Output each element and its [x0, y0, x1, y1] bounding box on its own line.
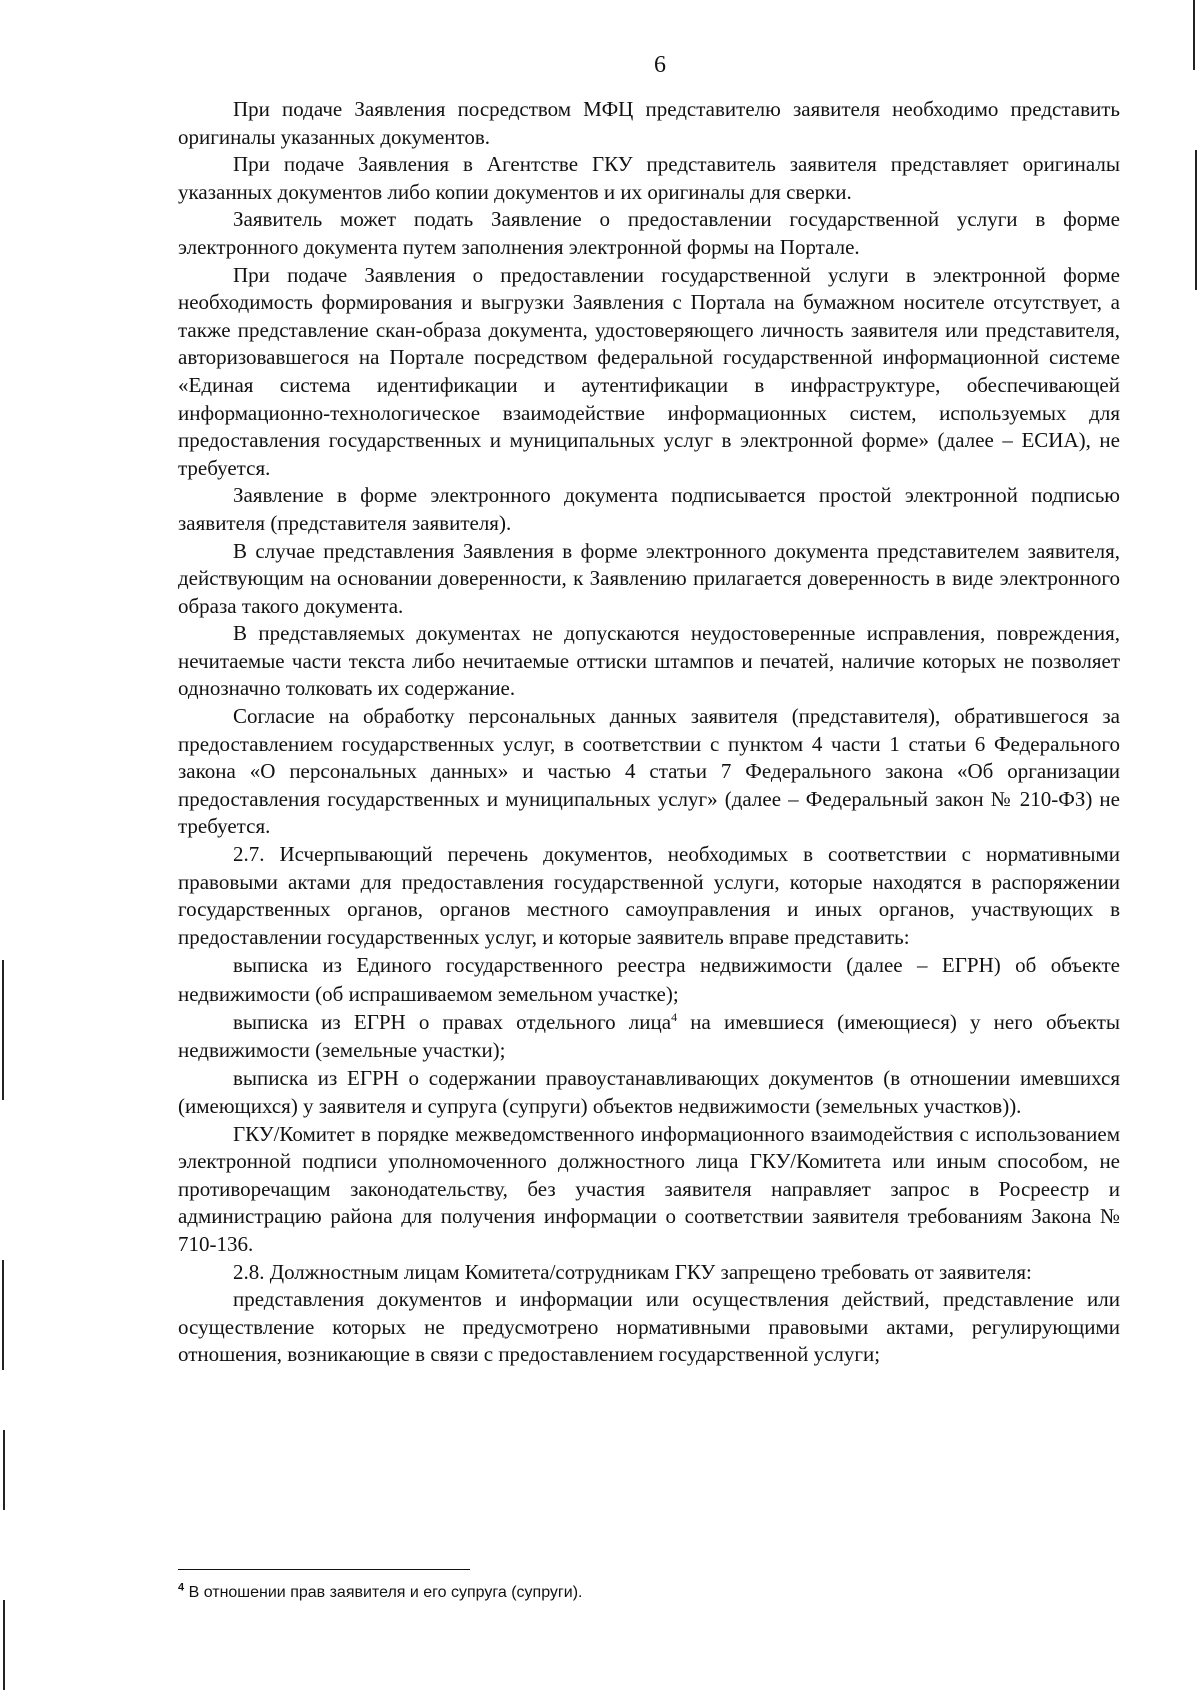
scan-edge-mark-left-4 [3, 1600, 5, 1690]
scan-edge-mark-left-2 [2, 1260, 4, 1370]
list-item-egrn-rights-text: выписка из ЕГРН о правах отдельного лица [233, 1009, 672, 1034]
paragraph-mfc-originals: При подаче Заявления посредством МФЦ представителю заявителя необходимо представить оригиналы указанных документов. [178, 97, 1120, 149]
scan-edge-mark-left-1 [2, 960, 4, 1100]
scan-edge-mark-left-3 [3, 1430, 5, 1510]
paragraph-personal-data-consent: Согласие на обработку персональных данных заявителя (представителя), обратившегося за предоставлением государственных услуг, в соответствии с пунктом 4 части 1 статьи 6 Федерального закона «О персональных данных» и частью 4 статьи 7 Федерального закона «Об организации предоставления государственных и муниципальных услуг» (далее – Федеральный закон № 210-ФЗ) не требуется. [178, 704, 1120, 839]
list-item-egrn-object: выписка из Единого государственного реестра недвижимости (далее – ЕГРН) об объекте недвижимости (об испрашиваемом земельном участке); [178, 953, 1120, 1006]
paragraph-simple-signature: Заявление в форме электронного документа подписывается простой электронной подписью заявителя (представителя заявителя). [178, 483, 1120, 535]
page-number: 6 [654, 52, 666, 78]
footnote [178, 1583, 1078, 1603]
paragraph-interagency-request: ГКУ/Комитет в порядке межведомственного информационного взаимодействия с использованием электронной подписи уполномоченного должностного лица ГКУ/Комитета или иным способом, не противоречащим законодательству, без участия заявителя направляет запрос в Росреестр и администрацию района для получения информации о соответствии заявителя требованиям Закона № 710-136. [178, 1121, 1120, 1256]
footnote-text: В отношении прав заявителя и его супруга (супруги). [184, 1584, 583, 1601]
paragraph-section-2-8: 2.8. Должностным лицам Комитета/сотрудникам ГКУ запрещено требовать от заявителя: [233, 1259, 1032, 1284]
paragraph-power-of-attorney: В случае представления Заявления в форме электронного документа представителем заявителя, действующим на основании доверенности, к Заявлению прилагается доверенность в виде электронного образа такого документа. [178, 538, 1120, 618]
paragraph-no-corrections: В представляемых документах не допускаются неудостоверенные исправления, повреждения, нечитаемые части текста либо нечитаемые оттиски штампов и печатей, наличие которых не позволяет однозначно толковать их содержание. [178, 621, 1120, 701]
paragraph-agency-originals: При подаче Заявления в Агентстве ГКУ представитель заявителя представляет оригиналы указанных документов либо копии документов и их оригиналы для сверки. [178, 152, 1120, 204]
paragraph-section-2-7: 2.7. Исчерпывающий перечень документов, необходимых в соответствии с нормативными правовыми актами для предоставления государственной услуги, которые находятся в распоряжении государственных органов, органов местного самоуправления и иных органов, участвующих в предоставлении государственных услуг, и которые заявитель вправе представить: [178, 842, 1120, 949]
scan-edge-mark-top-right [1193, 0, 1195, 70]
paragraph-electronic-submission: Заявитель может подать Заявление о предоставлении государственной услуги в форме электронного документа путем заполнения электронной формы на Портале. [178, 207, 1120, 259]
scan-edge-mark-right [1195, 150, 1197, 290]
paragraph-esia: При подаче Заявления о предоставлении государственной услуги в электронной форме необходимость формирования и выгрузки Заявления с Портала на бумажном носителе отсутствует, а также представление скан-образа документа, удостоверяющего личность заявителя или представителя, авторизовавшегося на Портале посредством федеральной государственной информационной системе «Единая система идентификации и аутентификации в инфраструктуре, обеспечивающей информационно-технологическое взаимодействие информационных систем, используемых для предоставления государственных и муниципальных услуг в электронной форме» (далее – ЕСИА), не требуется. [178, 262, 1120, 480]
footnote-separator [178, 1569, 470, 1570]
footnote-reference: 4 [671, 1009, 678, 1024]
list-item-egrn-rights [178, 1008, 1120, 1064]
list-item-egrn-title-documents: выписка из ЕГРН о содержании правоустанавливающих документов (в отношении имевшихся (имеющихся) у заявителя и супруга (супруги) объектов недвижимости (земельных участков)). [178, 1066, 1120, 1119]
list-item-prohibited-requirements: представления документов и информации или осуществления действий, представление или осуществление которых не предусмотрено нормативными правовыми актами, регулирующими отношения, возникающие в связи с предоставлением государственной услуги; [178, 1287, 1120, 1367]
document-body [178, 96, 1120, 1369]
list-item-egrn-rights-text-end: на имевшиеся (имеющиеся) у него объекты недвижимости (земельные участки); [178, 1009, 1121, 1063]
footnote-mark: 4 [178, 1581, 185, 1594]
